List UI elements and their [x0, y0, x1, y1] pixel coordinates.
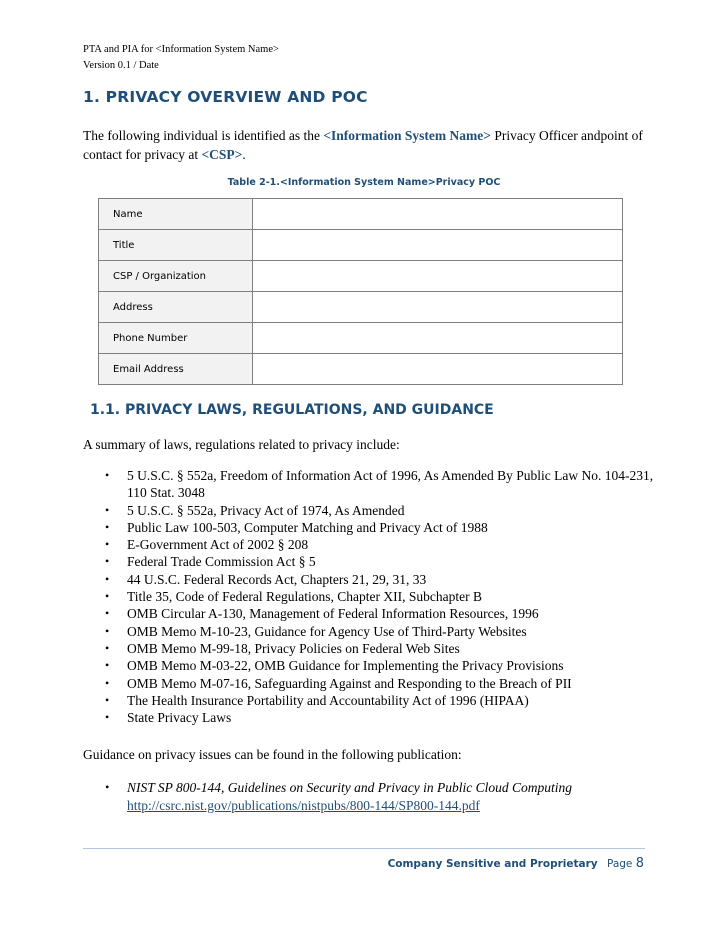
list-item: • State Privacy Laws [105, 710, 232, 726]
publication-title: NIST SP 800-144, Guidelines on Security and Privacy in Public Cloud Computing [127, 780, 572, 795]
footer-confidentiality-label: Company Sensitive and Proprietary [387, 858, 598, 870]
list-item: • 44 U.S.C. Federal Records Act, Chapters 21, 29, 31, 33 [105, 571, 427, 587]
row-label-organization: CSP / Organization [99, 261, 253, 292]
table-row [99, 199, 623, 230]
table-row [99, 323, 623, 354]
section-heading-privacy-overview: 1. PRIVACY OVERVIEW AND POC [83, 88, 368, 106]
footer-page-number: 8 [635, 856, 644, 871]
table-row [99, 230, 623, 261]
section-heading-privacy-laws: 1.1. PRIVACY LAWS, REGULATIONS, AND GUIDANCE [90, 402, 494, 418]
bullet-icon: • [105, 571, 110, 586]
bullet-icon: • [105, 502, 110, 517]
table-row [99, 354, 623, 385]
intro-paragraph [83, 126, 643, 164]
list-item [105, 779, 665, 814]
header-version: Version 0.1 / Date [83, 60, 159, 71]
list-item: • Federal Trade Commission Act § 5 [105, 554, 316, 570]
bullet-icon: • [105, 780, 110, 794]
row-value-organization [253, 261, 623, 292]
intro-text-3: . [242, 147, 246, 162]
row-label-address: Address [99, 292, 253, 323]
privacy-poc-table [98, 198, 623, 385]
bullet-icon: • [105, 640, 110, 655]
bullet-icon: • [105, 692, 110, 707]
row-label-email: Email Address [99, 354, 253, 385]
bullet-icon: • [105, 675, 110, 690]
publication-link[interactable]: http://csrc.nist.gov/publications/nistpubs/800-144/SP800-144.pdf [127, 797, 480, 813]
guidance-text: Guidance on privacy issues can be found in the following publication: [83, 747, 462, 762]
list-item: • 5 U.S.C. § 552a, Privacy Act of 1974, As Amended [105, 502, 405, 518]
bullet-icon: • [105, 468, 110, 482]
row-value-address [253, 292, 623, 323]
page-header [83, 42, 279, 74]
list-item: • OMB Memo M-99-18, Privacy Policies on Federal Web Sites [105, 640, 460, 656]
publications-list [105, 779, 665, 814]
row-value-name [253, 199, 623, 230]
bullet-icon: • [105, 537, 110, 552]
footer-page-word: Page [606, 858, 633, 870]
row-value-email [253, 354, 623, 385]
list-item: • OMB Memo M-07-16, Safeguarding Against and Responding to the Breach of PII [105, 675, 572, 691]
list-item: • Public Law 100-503, Computer Matching and Privacy Act of 1988 [105, 519, 488, 535]
bullet-icon: • [105, 710, 110, 725]
table-row [99, 261, 623, 292]
intro-text-2: Privacy Officer andpoint of contact for privacy at [83, 128, 643, 162]
row-label-title: Title [99, 230, 253, 261]
bullet-icon: • [105, 554, 110, 569]
intro-text-1: The following individual is identified as the [83, 128, 324, 143]
list-item: • Title 35, Code of Federal Regulations, Chapter XII, Subchapter B [105, 589, 482, 605]
bullet-icon: • [105, 606, 110, 621]
page-footer [388, 856, 644, 871]
list-item: • OMB Memo M-03-22, OMB Guidance for Implementing the Privacy Provisions [105, 658, 564, 674]
intro-system-placeholder: <Information System Name> [323, 128, 491, 143]
row-value-phone [253, 323, 623, 354]
bullet-icon: • [105, 658, 110, 673]
list-item: • The Health Insurance Portability and Accountability Act of 1996 (HIPAA) [105, 692, 529, 708]
laws-list [105, 467, 665, 726]
row-label-name: Name [99, 199, 253, 230]
row-label-phone: Phone Number [99, 323, 253, 354]
table-caption: Table 2-1.<Information System Name>Privacy POC [227, 177, 501, 188]
bullet-icon: • [105, 589, 110, 604]
list-item: • E-Government Act of 2002 § 208 [105, 537, 309, 553]
laws-summary-text: A summary of laws, regulations related to privacy include: [83, 437, 400, 452]
list-item: • OMB Memo M-10-23, Guidance for Agency Use of Third-Party Websites [105, 623, 527, 639]
table-row [99, 292, 623, 323]
footer-divider [83, 848, 645, 849]
list-item: • 5 U.S.C. § 552a, Freedom of Information Act of 1996, As Amended By Public Law No. 104-231, 110 Stat. 3048 [105, 468, 654, 501]
bullet-icon: • [105, 623, 110, 638]
row-value-title [253, 230, 623, 261]
bullet-icon: • [105, 519, 110, 534]
list-item: • OMB Circular A-130, Management of Federal Information Resources, 1996 [105, 606, 539, 622]
header-document-title: PTA and PIA for <Information System Name> [83, 44, 279, 55]
intro-csp-placeholder: <CSP> [201, 147, 243, 162]
